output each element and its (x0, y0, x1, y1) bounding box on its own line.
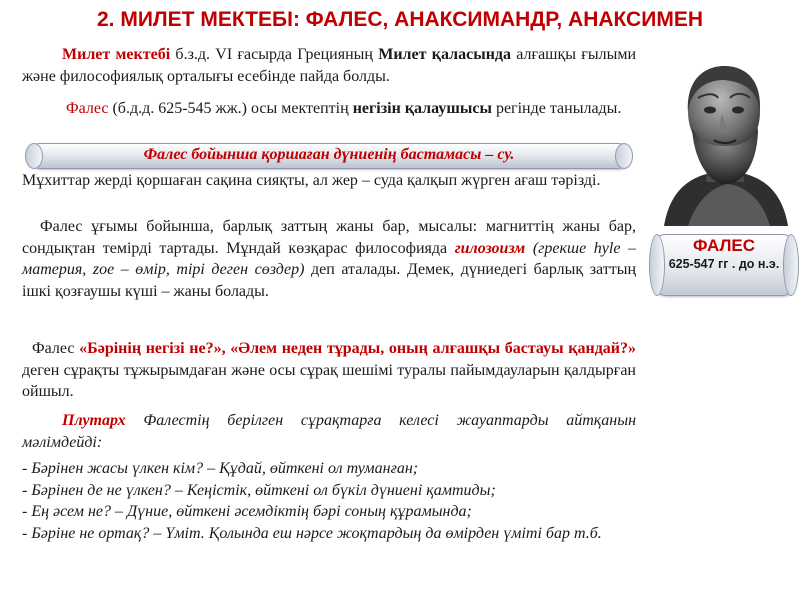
key-questions: «Бәрінің негізі не?», «Әлем неден тұрады, оның алғашқы бастауы қандай?» (79, 340, 637, 357)
paragraph-oceans: Мұхиттар жерді қоршаған сақина сияқты, ал жер – суда қалқып жүрген ағаш тәрізді. (22, 172, 601, 189)
paragraph-text: деп аталады. Демек, дүниедегі барлық заттың ішкі қозғаушы күші – жаны болады. (22, 261, 636, 300)
thales-caption (652, 234, 796, 296)
founder-term: негізін қалаушысы (352, 100, 492, 117)
banner-label: Фалес бойынша қоршаған дүниенің бастамасы – су. (143, 146, 515, 163)
thales-term: Фалес (66, 100, 109, 117)
plutarch-term: Плутарх (62, 412, 126, 429)
paragraph-thales (22, 98, 636, 120)
hylozoism-etymology: (грекше hyle – материя, zoe – өмір, тірі деген сөздер) (22, 239, 637, 279)
paragraph-text: алғашқы ғылыми және философиялық орталығы есебінде пайда болды. (22, 46, 637, 85)
thales-bust-image (658, 58, 792, 228)
paragraph-text: Фалестің берілген сұрақтарға келесі жауаптарды айтқанын мәлімдейді: (22, 412, 636, 451)
paragraph-text: регінде танылады. (491, 100, 622, 117)
miletus-school-term: Милет мектебі (62, 46, 171, 63)
answer-item: - Бәрінен де не үлкен? – Кеңістік, өйткені ол бүкіл дүниені қамтиды; (22, 481, 496, 499)
bust-drawing (658, 58, 792, 228)
miletus-city-term: Милет қаласында (378, 46, 512, 63)
paragraph-plutarch (22, 410, 636, 453)
paragraph-text: Фалес (32, 340, 80, 357)
slide-title: 2. МИЛЕТ МЕКТЕБІ: ФАЛЕС, АНАКСИМАНДР, АНАКСИМЕН (97, 8, 703, 31)
paragraph-miletus (22, 44, 636, 87)
answers-list (22, 458, 636, 544)
caption-name: ФАЛЕС (692, 236, 756, 255)
answer-item: - Ең әсем не? – Дүние, өйткені әсемдіктің бәрі соның құрамында; (22, 503, 472, 521)
answer-item: - Бәріне не ортақ? – Үміт. Қолында еш нәрсе жоқтардың да өмірден үміті бар т.б. (22, 524, 602, 542)
water-principle-banner (28, 143, 630, 169)
caption-dates: 625-547 гг . до н.э. (668, 257, 780, 271)
paragraph-hylozoism (22, 216, 636, 302)
answer-item: - Бәрінен жасы үлкен кім? – Құдай, өйткені ол туманған; (22, 460, 419, 477)
hylozoism-term: гилозоизм (454, 239, 526, 257)
paragraph-text: Фалес ұғымы бойынша, барлық заттың жаны бар, мысалы: магниттің жаны бар, сондықтан темірді тартады. Мұндай көзқарас философияда (22, 218, 636, 257)
paragraph-text: б.з.д. VI ғасырда Грецияның (170, 46, 379, 63)
paragraph-questions (22, 338, 636, 403)
paragraph-text: (б.д.д. 625-545 жж.) осы мектептің (108, 100, 353, 117)
paragraph-text: деген сұрақты тұжырымдаған және осы сұрақ шешімі туралы пайымдауларын қалдырған ойшыл. (22, 361, 636, 401)
